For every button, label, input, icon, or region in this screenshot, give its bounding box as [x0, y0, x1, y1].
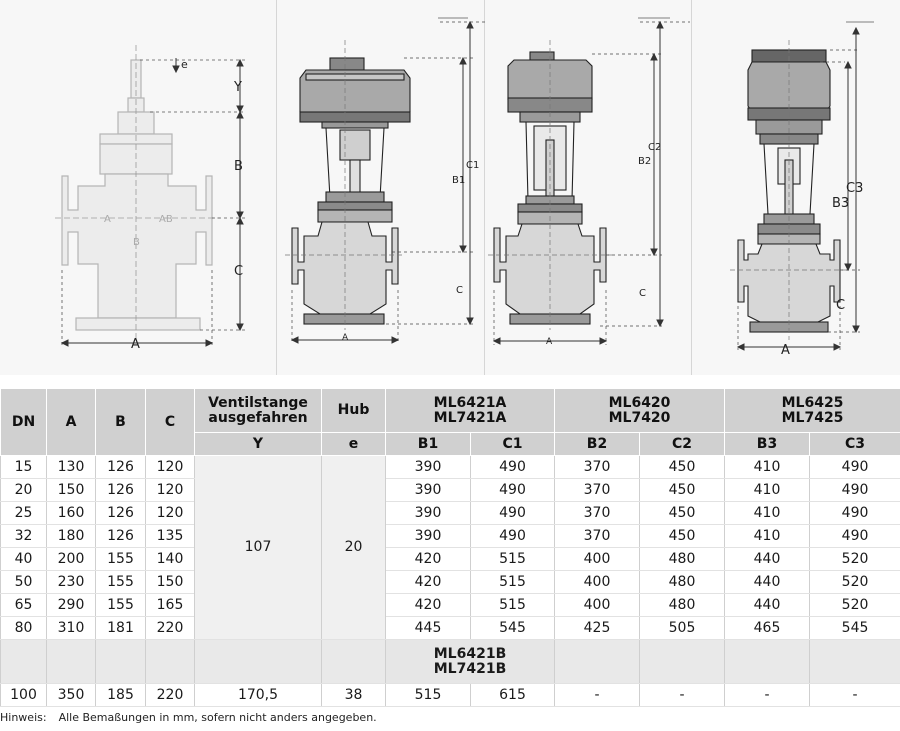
- cell-b3: -: [725, 684, 810, 707]
- cell-e-merged: 20: [322, 456, 386, 640]
- cell-c: 120: [146, 502, 195, 525]
- label-c-view3: C: [639, 288, 646, 299]
- cell-b3: 440: [725, 594, 810, 617]
- cell-a: 150: [47, 479, 96, 502]
- cell-dn: 50: [1, 571, 47, 594]
- cell-b: 126: [96, 479, 146, 502]
- cell-dn: 65: [1, 594, 47, 617]
- cell-b1: 390: [386, 525, 471, 548]
- label-b3: B3: [832, 196, 850, 211]
- cell-b: 155: [96, 571, 146, 594]
- header-c: C: [146, 389, 195, 456]
- header-group-ml6425: ML6425 ML7425: [725, 389, 900, 433]
- cell-c2: 450: [640, 456, 725, 479]
- cell-c2: 480: [640, 571, 725, 594]
- label-y: Y: [234, 80, 242, 95]
- cell-b2: 370: [555, 456, 640, 479]
- cell-b: 126: [96, 502, 146, 525]
- ml6421-actuator-drawing: [292, 58, 410, 324]
- footnote: [0, 711, 389, 724]
- cell-b3: 465: [725, 617, 810, 640]
- label-c: C: [234, 264, 244, 279]
- cell-c3: 490: [810, 502, 900, 525]
- header-b3: B3: [725, 433, 810, 456]
- cell-b1: 420: [386, 548, 471, 571]
- cell-b: 181: [96, 617, 146, 640]
- cell-a: 230: [47, 571, 96, 594]
- cell-b3: 410: [725, 456, 810, 479]
- cell-b2: 400: [555, 571, 640, 594]
- valve-body-drawing: [62, 60, 212, 330]
- cell-c: 140: [146, 548, 195, 571]
- cell-c: 135: [146, 525, 195, 548]
- cell-c2: 450: [640, 479, 725, 502]
- cell-c1: 490: [471, 525, 555, 548]
- cell-c1: 515: [471, 571, 555, 594]
- cell-c3: 520: [810, 571, 900, 594]
- dimension-table: [0, 388, 900, 707]
- cell-b1: 445: [386, 617, 471, 640]
- cell-a: 310: [47, 617, 96, 640]
- table-row-group-b: [1, 640, 900, 684]
- cell-b3: 410: [725, 525, 810, 548]
- cell-c1: 545: [471, 617, 555, 640]
- cell-a: 130: [47, 456, 96, 479]
- cell-y: 170,5: [195, 684, 322, 707]
- cell-dn: 80: [1, 617, 47, 640]
- cell-b1: 390: [386, 502, 471, 525]
- cell-c: 120: [146, 456, 195, 479]
- label-b1: B1: [452, 175, 466, 186]
- cell-a: 200: [47, 548, 96, 571]
- cell-b1: 390: [386, 456, 471, 479]
- cell-b: 185: [96, 684, 146, 707]
- label-a-view3: A: [546, 337, 553, 347]
- cell-a: 180: [47, 525, 96, 548]
- header-a: A: [47, 389, 96, 456]
- footnote-text: Alle Bemaßungen in mm, sofern nicht anders angegeben.: [58, 711, 377, 724]
- cell-b: 155: [96, 594, 146, 617]
- cell-dn: 100: [1, 684, 47, 707]
- label-c-view2: C: [456, 285, 463, 296]
- header-stem: Ventilstange ausgefahren: [195, 389, 322, 433]
- cell-c1: 490: [471, 502, 555, 525]
- table-row: [1, 525, 900, 548]
- cell-y-merged: 107: [195, 456, 322, 640]
- cell-dn: 15: [1, 456, 47, 479]
- cell-b2: -: [555, 684, 640, 707]
- cell-b3: 440: [725, 571, 810, 594]
- cell-c: 220: [146, 617, 195, 640]
- label-a-view4: A: [781, 343, 790, 358]
- label-b: B: [234, 159, 243, 174]
- cell-c1: 490: [471, 456, 555, 479]
- cell-b3: 440: [725, 548, 810, 571]
- cell-b2: 370: [555, 479, 640, 502]
- header-c2: C2: [640, 433, 725, 456]
- label-b2: B2: [638, 156, 652, 167]
- cell-c3: 520: [810, 548, 900, 571]
- cell-c2: 505: [640, 617, 725, 640]
- table-row: [1, 548, 900, 571]
- cell-c3: 545: [810, 617, 900, 640]
- cell-b3: 410: [725, 502, 810, 525]
- footnote-label: Hinweis:: [0, 711, 47, 724]
- label-a-view2: A: [342, 333, 349, 343]
- group-b-header: ML6421B ML7421B: [386, 640, 555, 684]
- header-c1: C1: [471, 433, 555, 456]
- header-b: B: [96, 389, 146, 456]
- cell-b2: 370: [555, 502, 640, 525]
- cell-c3: 490: [810, 525, 900, 548]
- cell-b2: 370: [555, 525, 640, 548]
- cell-c1: 490: [471, 479, 555, 502]
- cell-e: 38: [322, 684, 386, 707]
- table-row: [1, 456, 900, 479]
- cell-b3: 410: [725, 479, 810, 502]
- cell-c: 165: [146, 594, 195, 617]
- label-c2: C2: [648, 142, 662, 153]
- header-group-ml6420: ML6420 ML7420: [555, 389, 725, 433]
- label-c-view4: C: [836, 298, 846, 313]
- cell-c3: 490: [810, 479, 900, 502]
- cell-b2: 425: [555, 617, 640, 640]
- cell-b: 126: [96, 456, 146, 479]
- cell-c: 120: [146, 479, 195, 502]
- table-row: [1, 594, 900, 617]
- cell-b2: 400: [555, 548, 640, 571]
- cell-b1: 420: [386, 571, 471, 594]
- header-e: e: [322, 433, 386, 456]
- cell-b1: 420: [386, 594, 471, 617]
- table-row: [1, 479, 900, 502]
- label-c3: C3: [846, 181, 864, 196]
- header-dn: DN: [1, 389, 47, 456]
- table-row: [1, 684, 900, 707]
- cell-dn: 40: [1, 548, 47, 571]
- cell-b1: 515: [386, 684, 471, 707]
- cell-dn: 20: [1, 479, 47, 502]
- header-y: Y: [195, 433, 322, 456]
- cell-c2: 480: [640, 548, 725, 571]
- cell-dn: 25: [1, 502, 47, 525]
- header-c3: C3: [810, 433, 900, 456]
- cell-b2: 400: [555, 594, 640, 617]
- cell-c3: 490: [810, 456, 900, 479]
- cell-c2: 450: [640, 502, 725, 525]
- header-group-ml6421a: ML6421A ML7421A: [386, 389, 555, 433]
- cell-c2: 450: [640, 525, 725, 548]
- port-label-ab: AB: [159, 214, 173, 225]
- label-a: A: [131, 337, 140, 352]
- cell-a: 290: [47, 594, 96, 617]
- header-b1: B1: [386, 433, 471, 456]
- cell-b: 126: [96, 525, 146, 548]
- table-row: [1, 617, 900, 640]
- cell-c2: 480: [640, 594, 725, 617]
- cell-a: 350: [47, 684, 96, 707]
- cell-dn: 32: [1, 525, 47, 548]
- cell-c3: -: [810, 684, 900, 707]
- cell-c2: -: [640, 684, 725, 707]
- table-row: [1, 571, 900, 594]
- cell-c3: 520: [810, 594, 900, 617]
- cell-b1: 390: [386, 479, 471, 502]
- cell-c1: 515: [471, 548, 555, 571]
- cell-c1: 615: [471, 684, 555, 707]
- cell-c1: 515: [471, 594, 555, 617]
- cell-c: 220: [146, 684, 195, 707]
- cell-c: 150: [146, 571, 195, 594]
- cell-b: 155: [96, 548, 146, 571]
- port-label-a: A: [104, 214, 111, 225]
- header-b2: B2: [555, 433, 640, 456]
- table-row: [1, 502, 900, 525]
- header-hub: Hub: [322, 389, 386, 433]
- label-c1: C1: [466, 160, 480, 171]
- port-label-b: B: [133, 237, 140, 248]
- cell-a: 160: [47, 502, 96, 525]
- label-e: e: [181, 58, 188, 71]
